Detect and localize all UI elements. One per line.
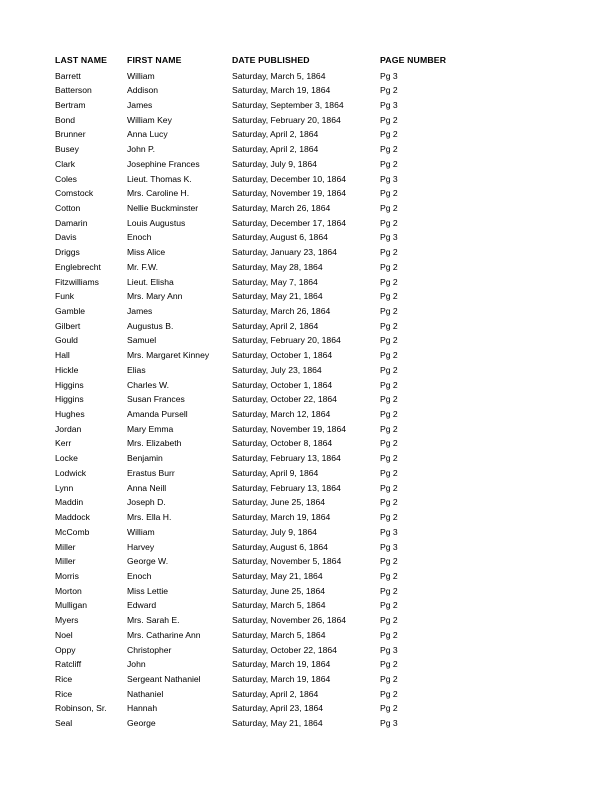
cell-first-name: Erastus Burr <box>127 467 175 478</box>
cell-first-name: Harvey <box>127 541 155 552</box>
cell-last-name: Jordan <box>55 423 82 434</box>
cell-date-published: Saturday, February 13, 1864 <box>232 482 341 493</box>
cell-page-number: Pg 2 <box>380 600 398 611</box>
cell-last-name: Higgins <box>55 379 84 390</box>
cell-first-name: Mrs. Margaret Kinney <box>127 350 210 361</box>
cell-first-name: Edward <box>127 600 157 611</box>
table-row <box>55 407 555 422</box>
cell-page-number: Pg 3 <box>380 173 398 184</box>
cell-last-name: Hughes <box>55 409 85 420</box>
cell-page-number: Pg 2 <box>380 364 398 375</box>
cell-date-published: Saturday, June 25, 1864 <box>232 585 326 596</box>
cell-last-name: Driggs <box>55 247 80 258</box>
table-row <box>55 716 555 731</box>
cell-last-name: Locke <box>55 453 78 464</box>
cell-date-published: Saturday, November 5, 1864 <box>232 556 342 567</box>
cell-first-name: Joseph D. <box>127 497 166 508</box>
cell-last-name: Myers <box>55 615 79 626</box>
cell-date-published: Saturday, October 1, 1864 <box>232 350 333 361</box>
table-row <box>55 216 555 231</box>
table-row <box>55 628 555 643</box>
cell-first-name: Lieut. Elisha <box>127 276 174 287</box>
cell-last-name: Lodwick <box>55 467 87 478</box>
cell-date-published: Saturday, May 21, 1864 <box>232 291 323 302</box>
table-row <box>55 392 555 407</box>
cell-page-number: Pg 2 <box>380 688 398 699</box>
cell-page-number: Pg 2 <box>380 114 398 125</box>
cell-first-name: Enoch <box>127 232 152 243</box>
cell-page-number: Pg 2 <box>380 350 398 361</box>
records-table <box>55 52 555 731</box>
cell-last-name: Damarin <box>55 217 88 228</box>
cell-page-number: Pg 3 <box>380 526 398 537</box>
cell-date-published: Saturday, October 1, 1864 <box>232 379 333 390</box>
cell-last-name: Maddock <box>55 512 90 523</box>
cell-last-name: Barrett <box>55 70 81 81</box>
cell-date-published: Saturday, May 21, 1864 <box>232 570 323 581</box>
cell-page-number: Pg 3 <box>380 644 398 655</box>
cell-page-number: Pg 2 <box>380 158 398 169</box>
table-row <box>55 481 555 496</box>
cell-last-name: Miller <box>55 556 76 567</box>
cell-last-name: Morris <box>55 570 79 581</box>
cell-page-number: Pg 3 <box>380 99 398 110</box>
cell-date-published: Saturday, December 10, 1864 <box>232 173 347 184</box>
cell-last-name: Englebrecht <box>55 261 101 272</box>
cell-date-published: Saturday, February 13, 1864 <box>232 453 341 464</box>
cell-last-name: Kerr <box>55 438 72 449</box>
cell-last-name: Ratcliff <box>55 659 82 670</box>
table-row <box>55 289 555 304</box>
cell-page-number: Pg 2 <box>380 570 398 581</box>
table-row <box>55 643 555 658</box>
cell-last-name: Noel <box>55 629 73 640</box>
column-header-date-published: DATE PUBLISHED <box>232 55 310 65</box>
cell-page-number: Pg 2 <box>380 438 398 449</box>
cell-first-name: Mrs. Caroline H. <box>127 188 190 199</box>
table-row <box>55 525 555 540</box>
cell-page-number: Pg 2 <box>380 144 398 155</box>
cell-page-number: Pg 2 <box>380 556 398 567</box>
cell-date-published: Saturday, March 12, 1864 <box>232 409 331 420</box>
cell-date-published: Saturday, April 2, 1864 <box>232 688 319 699</box>
cell-first-name: George <box>127 718 156 729</box>
cell-date-published: Saturday, October 22, 1864 <box>232 394 337 405</box>
table-row <box>55 598 555 613</box>
table-row <box>55 701 555 716</box>
cell-page-number: Pg 2 <box>380 379 398 390</box>
cell-first-name: Samuel <box>127 335 157 346</box>
cell-last-name: Higgins <box>55 394 84 405</box>
cell-first-name: Lieut. Thomas K. <box>127 173 192 184</box>
cell-first-name: George W. <box>127 556 169 567</box>
cell-first-name: Susan Frances <box>127 394 185 405</box>
cell-page-number: Pg 2 <box>380 335 398 346</box>
table-row <box>55 142 555 157</box>
cell-first-name: James <box>127 99 153 110</box>
table-row <box>55 687 555 702</box>
cell-date-published: Saturday, March 19, 1864 <box>232 85 331 96</box>
column-header-page-number: PAGE NUMBER <box>380 55 447 65</box>
table-row <box>55 157 555 172</box>
table-row <box>55 127 555 142</box>
cell-first-name: John <box>127 659 146 670</box>
cell-page-number: Pg 2 <box>380 703 398 714</box>
cell-page-number: Pg 2 <box>380 247 398 258</box>
table-row <box>55 69 555 84</box>
cell-date-published: Saturday, September 3, 1864 <box>232 99 344 110</box>
table-row <box>55 554 555 569</box>
cell-page-number: Pg 2 <box>380 129 398 140</box>
table-row <box>55 569 555 584</box>
cell-first-name: Mrs. Elizabeth <box>127 438 182 449</box>
cell-page-number: Pg 2 <box>380 497 398 508</box>
cell-last-name: Cotton <box>55 202 81 213</box>
cell-date-published: Saturday, April 9, 1864 <box>232 467 319 478</box>
cell-date-published: Saturday, April 2, 1864 <box>232 129 319 140</box>
cell-first-name: Anna Neill <box>127 482 167 493</box>
table-row <box>55 333 555 348</box>
table-row <box>55 113 555 128</box>
cell-page-number: Pg 2 <box>380 482 398 493</box>
cell-date-published: Saturday, October 22, 1864 <box>232 644 337 655</box>
cell-page-number: Pg 2 <box>380 659 398 670</box>
cell-last-name: Hickle <box>55 364 79 375</box>
cell-page-number: Pg 3 <box>380 718 398 729</box>
cell-first-name: Christopher <box>127 644 172 655</box>
cell-last-name: Gilbert <box>55 320 81 331</box>
cell-date-published: Saturday, November 19, 1864 <box>232 188 347 199</box>
cell-page-number: Pg 2 <box>380 202 398 213</box>
cell-date-published: Saturday, November 26, 1864 <box>232 615 347 626</box>
cell-page-number: Pg 2 <box>380 585 398 596</box>
table-header-row <box>55 52 555 69</box>
cell-first-name: William Key <box>127 114 172 125</box>
cell-date-published: Saturday, June 25, 1864 <box>232 497 326 508</box>
cell-first-name: John P. <box>127 144 156 155</box>
cell-page-number: Pg 3 <box>380 232 398 243</box>
table-row <box>55 510 555 525</box>
cell-page-number: Pg 3 <box>380 541 398 552</box>
table-row <box>55 363 555 378</box>
table-row <box>55 466 555 481</box>
cell-date-published: Saturday, August 6, 1864 <box>232 232 328 243</box>
table-row <box>55 584 555 599</box>
cell-page-number: Pg 2 <box>380 409 398 420</box>
cell-date-published: Saturday, March 5, 1864 <box>232 600 326 611</box>
cell-date-published: Saturday, November 19, 1864 <box>232 423 347 434</box>
table-row <box>55 186 555 201</box>
cell-last-name: Rice <box>55 673 73 684</box>
cell-date-published: Saturday, March 19, 1864 <box>232 512 331 523</box>
table-row <box>55 672 555 687</box>
cell-page-number: Pg 2 <box>380 467 398 478</box>
table-row <box>55 613 555 628</box>
cell-first-name: Mrs. Mary Ann <box>127 291 183 302</box>
cell-last-name: Robinson, Sr. <box>55 703 107 714</box>
cell-first-name: Augustus B. <box>127 320 174 331</box>
table-row <box>55 495 555 510</box>
cell-first-name: Nathaniel <box>127 688 164 699</box>
cell-first-name: Josephine Frances <box>127 158 200 169</box>
cell-last-name: Bond <box>55 114 76 125</box>
table-row <box>55 540 555 555</box>
cell-page-number: Pg 2 <box>380 453 398 464</box>
cell-page-number: Pg 2 <box>380 261 398 272</box>
cell-first-name: William <box>127 526 155 537</box>
table-row <box>55 451 555 466</box>
cell-first-name: Mary Emma <box>127 423 174 434</box>
column-header-last-name: LAST NAME <box>55 55 108 65</box>
cell-date-published: Saturday, July 9, 1864 <box>232 526 317 537</box>
cell-page-number: Pg 2 <box>380 291 398 302</box>
cell-last-name: Funk <box>55 291 75 302</box>
cell-date-published: Saturday, April 2, 1864 <box>232 320 319 331</box>
cell-page-number: Pg 2 <box>380 615 398 626</box>
cell-date-published: Saturday, March 26, 1864 <box>232 306 331 316</box>
cell-last-name: Clark <box>55 158 76 169</box>
cell-first-name: Nellie Buckminster <box>127 202 199 213</box>
cell-last-name: Comstock <box>55 188 94 199</box>
cell-page-number: Pg 3 <box>380 70 398 81</box>
table-body <box>55 69 555 731</box>
cell-last-name: Fitzwilliams <box>55 276 99 287</box>
cell-date-published: Saturday, October 8, 1864 <box>232 438 333 449</box>
cell-page-number: Pg 2 <box>380 217 398 228</box>
cell-date-published: Saturday, May 21, 1864 <box>232 718 323 729</box>
cell-first-name: Anna Lucy <box>127 129 168 140</box>
cell-date-published: Saturday, April 2, 1864 <box>232 144 319 155</box>
cell-last-name: Bertram <box>55 99 86 110</box>
cell-last-name: Hall <box>55 350 70 361</box>
cell-date-published: Saturday, May 28, 1864 <box>232 261 323 272</box>
table-row <box>55 348 555 363</box>
cell-date-published: Saturday, January 23, 1864 <box>232 247 337 258</box>
cell-date-published: Saturday, March 26, 1864 <box>232 202 331 213</box>
table-row <box>55 657 555 672</box>
table-row <box>55 172 555 187</box>
cell-first-name: William <box>127 70 155 81</box>
cell-date-published: Saturday, July 23, 1864 <box>232 364 322 375</box>
cell-last-name: Oppy <box>55 644 76 655</box>
cell-first-name: Amanda Pursell <box>127 409 188 420</box>
cell-last-name: McComb <box>55 526 90 537</box>
cell-first-name: Charles W. <box>127 379 170 390</box>
cell-last-name: Lynn <box>55 482 74 493</box>
cell-last-name: Davis <box>55 232 77 243</box>
table-row <box>55 436 555 451</box>
cell-date-published: Saturday, March 5, 1864 <box>232 629 326 640</box>
cell-page-number: Pg 2 <box>380 276 398 287</box>
cell-first-name: Mrs. Catharine Ann <box>127 629 201 640</box>
table-row <box>55 245 555 260</box>
cell-first-name: Mrs. Ella H. <box>127 512 172 523</box>
column-header-first-name: FIRST NAME <box>127 55 182 65</box>
cell-last-name: Miller <box>55 541 76 552</box>
cell-date-published: Saturday, December 17, 1864 <box>232 217 347 228</box>
cell-page-number: Pg 2 <box>380 85 398 96</box>
cell-first-name: Elias <box>127 364 146 375</box>
table-row <box>55 422 555 437</box>
cell-page-number: Pg 2 <box>380 306 398 316</box>
cell-first-name: Benjamin <box>127 453 163 464</box>
cell-first-name: Louis Augustus <box>127 217 186 228</box>
cell-last-name: Maddin <box>55 497 84 508</box>
cell-date-published: Saturday, July 9, 1864 <box>232 158 317 169</box>
cell-date-published: Saturday, May 7, 1864 <box>232 276 318 287</box>
cell-page-number: Pg 2 <box>380 394 398 405</box>
cell-last-name: Brunner <box>55 129 86 140</box>
cell-page-number: Pg 2 <box>380 423 398 434</box>
table-row <box>55 83 555 98</box>
cell-date-published: Saturday, March 19, 1864 <box>232 673 331 684</box>
table-row <box>55 275 555 290</box>
cell-first-name: Hannah <box>127 703 158 714</box>
cell-first-name: Sergeant Nathaniel <box>127 673 201 684</box>
cell-first-name: Mrs. Sarah E. <box>127 615 180 626</box>
table-row <box>55 319 555 334</box>
table-row <box>55 304 555 319</box>
cell-page-number: Pg 2 <box>380 320 398 331</box>
cell-date-published: Saturday, March 19, 1864 <box>232 659 331 670</box>
table-row <box>55 98 555 113</box>
table-row <box>55 378 555 393</box>
cell-last-name: Batterson <box>55 85 92 96</box>
table-row <box>55 260 555 275</box>
cell-last-name: Busey <box>55 144 79 155</box>
cell-last-name: Seal <box>55 718 73 729</box>
cell-date-published: Saturday, August 6, 1864 <box>232 541 328 552</box>
cell-last-name: Gamble <box>55 306 86 316</box>
cell-page-number: Pg 2 <box>380 673 398 684</box>
cell-last-name: Mulligan <box>55 600 88 611</box>
cell-date-published: Saturday, March 5, 1864 <box>232 70 326 81</box>
cell-date-published: Saturday, February 20, 1864 <box>232 114 341 125</box>
cell-first-name: Enoch <box>127 570 152 581</box>
cell-last-name: Rice <box>55 688 73 699</box>
cell-first-name: Miss Alice <box>127 247 166 258</box>
cell-last-name: Morton <box>55 585 82 596</box>
cell-date-published: Saturday, February 20, 1864 <box>232 335 341 346</box>
table-row <box>55 230 555 245</box>
cell-first-name: Mr. F.W. <box>127 261 159 272</box>
cell-page-number: Pg 2 <box>380 188 398 199</box>
cell-first-name: James <box>127 306 153 316</box>
cell-page-number: Pg 2 <box>380 512 398 523</box>
cell-page-number: Pg 2 <box>380 629 398 640</box>
cell-first-name: Miss Lettie <box>127 585 169 596</box>
table-row <box>55 201 555 216</box>
cell-last-name: Gould <box>55 335 78 346</box>
cell-first-name: Addison <box>127 85 159 96</box>
cell-last-name: Coles <box>55 173 77 184</box>
cell-date-published: Saturday, April 23, 1864 <box>232 703 324 714</box>
